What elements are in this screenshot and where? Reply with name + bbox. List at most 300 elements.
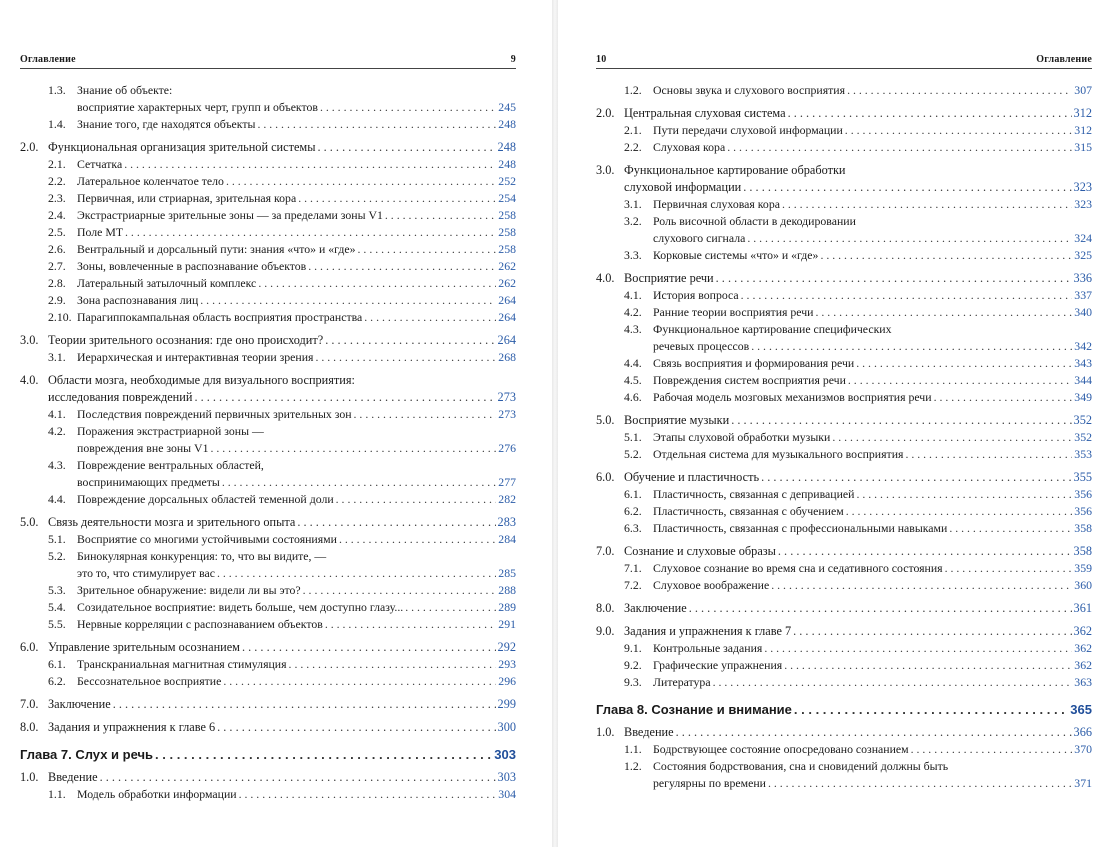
toc-entry[interactable] [20, 719, 516, 736]
page-link[interactable]: 300 [497, 720, 516, 734]
toc-entry[interactable] [596, 560, 1092, 577]
toc-entry[interactable] [596, 503, 1092, 520]
toc-entry-line [48, 156, 516, 173]
page-link[interactable]: 245 [498, 100, 516, 114]
section-number: 2.1. [624, 123, 642, 137]
section-number: 3.1. [624, 197, 642, 211]
dot-leader [788, 105, 1072, 122]
dot-leader [782, 196, 1072, 213]
section-number: 2.6. [48, 242, 66, 256]
page-link[interactable]: 342 [1074, 339, 1092, 353]
toc-entry-title: Глава 8. Сознание и внимание [596, 702, 792, 717]
toc-entry-line [624, 657, 1092, 674]
toc-entry-line [48, 173, 516, 190]
page-link[interactable]: 292 [497, 640, 516, 654]
page-link[interactable]: 258 [498, 208, 516, 222]
page-link[interactable]: 303 [494, 747, 516, 762]
page-link[interactable]: 361 [1073, 601, 1092, 615]
toc-entry-title: Поражения экстрастриарной зоны — [77, 424, 264, 438]
dot-leader [339, 531, 496, 548]
page-link[interactable]: 315 [1074, 140, 1092, 154]
toc-entry[interactable] [596, 82, 1092, 99]
toc-entry-line [624, 486, 1092, 503]
page-link[interactable]: 293 [498, 657, 516, 671]
toc-entry[interactable] [596, 321, 1092, 355]
toc-entry-title: Зоны, вовлеченные в распознавание объектов [77, 259, 307, 273]
toc-entry-line [48, 275, 516, 292]
dot-leader [358, 241, 497, 258]
page-link[interactable]: 262 [498, 259, 516, 273]
page-link[interactable]: 291 [498, 617, 516, 631]
toc-entry[interactable] [20, 582, 516, 599]
page-link[interactable]: 289 [498, 600, 516, 614]
section-number: 5.4. [48, 600, 66, 614]
toc-entry-line [624, 741, 1092, 758]
page-link[interactable]: 362 [1074, 641, 1092, 655]
toc-entry[interactable] [20, 241, 516, 258]
chapter-entry[interactable] [20, 746, 516, 763]
section-number: 4.2. [624, 305, 642, 319]
section-number: 3.0. [596, 163, 615, 177]
section-number: 2.1. [48, 157, 66, 171]
page-link[interactable]: 340 [1074, 305, 1092, 319]
dot-leader [934, 389, 1073, 406]
toc-entry-title: Области мозга, необходимые для визуального восприятия: [48, 373, 355, 387]
toc-entry-title: Восприятие речи [624, 271, 714, 285]
section-number: 1.0. [596, 725, 615, 739]
dot-leader [210, 440, 496, 457]
page-link[interactable]: 299 [497, 697, 516, 711]
page-link[interactable]: 359 [1074, 561, 1092, 575]
toc-entry[interactable] [596, 741, 1092, 758]
toc-entry[interactable] [596, 304, 1092, 321]
page-link[interactable]: 312 [1073, 106, 1092, 120]
page-link[interactable]: 264 [498, 310, 516, 324]
toc-entry-title: Первичная, или стриарная, зрительная кора [77, 191, 297, 205]
dot-leader [297, 514, 495, 531]
toc-entry-title: исследования повреждений [48, 390, 193, 404]
page-link[interactable]: 277 [498, 475, 516, 489]
toc-entry[interactable] [596, 429, 1092, 446]
toc-entry-line [596, 162, 1092, 179]
page-link[interactable]: 268 [498, 350, 516, 364]
section-number: 4.3. [48, 458, 66, 472]
toc-entry[interactable] [596, 724, 1092, 741]
page-link[interactable]: 284 [498, 532, 516, 546]
toc-entry-line [48, 491, 516, 508]
dot-leader [768, 775, 1072, 792]
page-link[interactable]: 296 [498, 674, 516, 688]
page-link[interactable]: 303 [497, 770, 516, 784]
toc-entry[interactable] [596, 469, 1092, 486]
toc-entry[interactable] [20, 372, 516, 406]
page-link[interactable]: 285 [498, 566, 516, 580]
page-link[interactable]: 356 [1074, 504, 1092, 518]
dot-leader [676, 724, 1072, 741]
section-number: 4.1. [48, 407, 66, 421]
toc-entry-line [48, 241, 516, 258]
toc-entry-line [48, 423, 516, 440]
section-number: 6.1. [624, 487, 642, 501]
page-link[interactable]: 349 [1074, 390, 1092, 404]
toc-entry-title: Зрительное обнаружение: видели ли вы это? [77, 583, 301, 597]
page-link[interactable]: 365 [1070, 702, 1092, 717]
toc-entry[interactable] [20, 82, 516, 116]
toc-entry-line [624, 640, 1092, 657]
dot-leader [325, 616, 496, 633]
page-link[interactable]: 248 [497, 140, 516, 154]
toc-entry[interactable] [20, 349, 516, 366]
page-link[interactable]: 282 [498, 492, 516, 506]
toc-entry-line [624, 758, 1092, 775]
toc-entry-line [48, 349, 516, 366]
page-link[interactable]: 248 [498, 117, 516, 131]
toc-entry-line [596, 469, 1092, 486]
toc-entry[interactable] [20, 457, 516, 491]
toc-entry[interactable] [20, 139, 516, 156]
toc-list-left [20, 82, 516, 803]
toc-entry-title: Этапы слуховой обработки музыки [653, 430, 831, 444]
section-number: 1.3. [48, 83, 66, 97]
dot-leader [751, 338, 1072, 355]
chapter-entry[interactable] [596, 701, 1092, 718]
dot-leader [325, 332, 495, 349]
dot-leader [242, 639, 496, 656]
dot-leader [100, 769, 496, 786]
toc-entry[interactable] [596, 623, 1092, 640]
page-link[interactable]: 262 [498, 276, 516, 290]
running-head-right [596, 54, 1092, 69]
toc-entry[interactable] [596, 543, 1092, 560]
toc-entry-line [48, 207, 516, 224]
section-number: 6.1. [48, 657, 66, 671]
toc-entry[interactable] [20, 156, 516, 173]
toc-entry-title: Сетчатка [77, 157, 123, 171]
page-link[interactable]: 276 [498, 441, 516, 455]
page-link[interactable]: 273 [497, 390, 516, 404]
toc-entry-title: Нервные корреляции с распознаванием объектов [77, 617, 323, 631]
page-link[interactable]: 370 [1074, 742, 1092, 756]
toc-entry[interactable] [20, 531, 516, 548]
toc-entry[interactable] [20, 514, 516, 531]
dot-leader [727, 139, 1072, 156]
toc-entry[interactable] [596, 162, 1092, 196]
page-link[interactable]: 352 [1074, 430, 1092, 444]
page-link[interactable]: 254 [498, 191, 516, 205]
toc-entry[interactable] [596, 640, 1092, 657]
section-number: 9.3. [624, 675, 642, 689]
toc-entry-title: Поле МТ [77, 225, 124, 239]
toc-entry-title: речевых процессов [653, 339, 750, 353]
toc-entry-title: Вентральный и дорсальный пути: знания «что» и «где» [77, 242, 356, 256]
page-link[interactable]: 273 [498, 407, 516, 421]
toc-entry[interactable] [20, 173, 516, 190]
page-link[interactable]: 248 [498, 157, 516, 171]
toc-entry[interactable] [20, 769, 516, 786]
page-link[interactable]: 355 [1073, 470, 1092, 484]
toc-entry-title: Повреждения систем восприятия речи [653, 373, 846, 387]
page-link[interactable]: 336 [1073, 271, 1092, 285]
toc-entry-title: Графические упражнения [653, 658, 783, 672]
toc-entry[interactable] [20, 292, 516, 309]
dot-leader [778, 543, 1072, 560]
left-page [0, 0, 552, 847]
section-number: 5.1. [624, 430, 642, 444]
toc-entry-line [596, 701, 1092, 718]
toc-entry-title: Слуховая кора [653, 140, 726, 154]
toc-entry-title: Транскраниальная магнитная стимуляция [77, 657, 287, 671]
toc-entry[interactable] [596, 196, 1092, 213]
toc-entry-line [48, 406, 516, 423]
section-number: 3.3. [624, 248, 642, 262]
toc-entry-title: Глава 7. Слух и речь [20, 747, 154, 762]
section-number: 1.2. [624, 759, 642, 773]
toc-entry-line [48, 258, 516, 275]
toc-entry-line [596, 600, 1092, 617]
toc-entry-line [624, 82, 1092, 99]
toc-entry-line [624, 321, 1092, 338]
toc-entry[interactable] [20, 696, 516, 713]
toc-entry[interactable] [596, 758, 1092, 792]
page-link[interactable]: 360 [1074, 578, 1092, 592]
dot-leader [354, 406, 497, 423]
section-number: 8.0. [596, 601, 615, 615]
page-link[interactable]: 264 [498, 293, 516, 307]
toc-entry[interactable] [20, 224, 516, 241]
toc-entry[interactable] [596, 105, 1092, 122]
page-number: 9 [510, 54, 516, 65]
toc-entry[interactable] [596, 486, 1092, 503]
dot-leader [847, 82, 1072, 99]
dot-leader [689, 600, 1072, 617]
toc-entry-line [596, 623, 1092, 640]
dot-leader [846, 503, 1073, 520]
toc-entry[interactable] [20, 548, 516, 582]
page-link[interactable]: 362 [1073, 624, 1092, 638]
toc-entry-line [48, 440, 516, 457]
toc-entry-title: Пути передачи слуховой информации [653, 123, 843, 137]
toc-entry[interactable] [20, 599, 516, 616]
section-number: 2.0. [20, 140, 39, 154]
toc-entry-line [624, 372, 1092, 389]
section-number: 2.10. [48, 310, 72, 324]
toc-entry[interactable] [596, 657, 1092, 674]
page-link[interactable]: 304 [498, 787, 516, 801]
section-number: 2.2. [624, 140, 642, 154]
dot-leader [784, 657, 1072, 674]
toc-entry-title: восприятие характерных черт, групп и объектов [77, 100, 318, 114]
dot-leader [741, 287, 1073, 304]
page-link[interactable]: 258 [498, 225, 516, 239]
toc-entry-title: Центральная слуховая система [624, 106, 786, 120]
toc-entry[interactable] [596, 270, 1092, 287]
toc-entry[interactable] [596, 287, 1092, 304]
toc-entry[interactable] [596, 139, 1092, 156]
page-link[interactable]: 344 [1074, 373, 1092, 387]
section-number: 1.0. [20, 770, 39, 784]
toc-entry-line [624, 247, 1092, 264]
page-link[interactable]: 312 [1074, 123, 1092, 137]
toc-entry[interactable] [20, 332, 516, 349]
toc-entry-line [624, 213, 1092, 230]
toc-entry-line [596, 543, 1092, 560]
toc-entry-title: Последствия повреждений первичных зрительных зон [77, 407, 352, 421]
dot-leader [945, 560, 1073, 577]
section-number: 4.1. [624, 288, 642, 302]
page-link[interactable]: 363 [1074, 675, 1092, 689]
section-number: 5.2. [48, 549, 66, 563]
page-link[interactable]: 358 [1074, 521, 1092, 535]
page-link[interactable]: 325 [1074, 248, 1092, 262]
toc-entry[interactable] [20, 423, 516, 457]
toc-entry-line [596, 179, 1092, 196]
toc-entry-line [20, 696, 516, 713]
toc-entry-title: Пластичность, связанная с профессиональными навыками [653, 521, 948, 535]
toc-entry-title: Созидательное восприятие: видеть больше, чем доступно глазу... [77, 600, 404, 614]
toc-entry-title: Иерархическая и интерактивная теории зрения [77, 350, 314, 364]
section-number: 3.0. [20, 333, 39, 347]
section-number: 4.6. [624, 390, 642, 404]
toc-entry[interactable] [596, 372, 1092, 389]
toc-entry[interactable] [596, 122, 1092, 139]
toc-entry-line [20, 719, 516, 736]
toc-entry[interactable] [20, 639, 516, 656]
toc-entry[interactable] [596, 389, 1092, 406]
dot-leader [223, 673, 496, 690]
dot-leader [124, 156, 496, 173]
toc-entry-title: Повреждение вентральных областей, [77, 458, 264, 472]
toc-entry-line [624, 304, 1092, 321]
dot-leader [905, 446, 1072, 463]
dot-leader [949, 520, 1072, 537]
toc-entry-title: Связь деятельности мозга и зрительного опыта [48, 515, 296, 529]
toc-entry-title: Первичная слуховая кора [653, 197, 780, 211]
dot-leader [820, 247, 1072, 264]
toc-entry-title: Роль височной области в декодировании [653, 214, 856, 228]
page-link[interactable]: 258 [498, 242, 516, 256]
toc-entry[interactable] [20, 406, 516, 423]
toc-entry-title: Бодрствующее состояние опосредовано сознанием [653, 742, 909, 756]
page-link[interactable]: 362 [1074, 658, 1092, 672]
toc-entry-title: Экстрастриарные зрительные зоны — за пределами зоны V1 [77, 208, 383, 222]
toc-entry[interactable] [596, 247, 1092, 264]
section-number: 9.2. [624, 658, 642, 672]
toc-entry-title: Состояния бодрствования, сна и сновидений должны быть [653, 759, 949, 773]
toc-entry-line [48, 457, 516, 474]
section-number: 1.1. [48, 787, 66, 801]
toc-entry[interactable] [20, 656, 516, 673]
toc-entry-title: Теории зрительного осознания: где оно происходит? [48, 333, 324, 347]
toc-entry-title: Основы звука и слухового восприятия [653, 83, 846, 97]
dot-leader [405, 599, 496, 616]
toc-entry-line [48, 786, 516, 803]
section-number: 3.1. [48, 350, 66, 364]
toc-entry[interactable] [20, 207, 516, 224]
toc-entry[interactable] [596, 674, 1092, 691]
toc-entry-line [48, 292, 516, 309]
toc-entry[interactable] [596, 412, 1092, 429]
dot-leader [832, 429, 1072, 446]
page-link[interactable]: 323 [1073, 180, 1092, 194]
page-link[interactable]: 288 [498, 583, 516, 597]
toc-entry-title: Рабочая модель мозговых механизмов восприятия речи [653, 390, 932, 404]
toc-entry[interactable] [20, 275, 516, 292]
section-number: 5.5. [48, 617, 66, 631]
dot-leader [226, 173, 496, 190]
toc-entry-line [48, 531, 516, 548]
page-link[interactable]: 307 [1074, 83, 1092, 97]
section-number: 7.0. [596, 544, 615, 558]
page-link[interactable]: 283 [497, 515, 516, 529]
page-link[interactable]: 343 [1074, 356, 1092, 370]
page-link[interactable]: 353 [1074, 447, 1092, 461]
toc-entry-title: регулярны по времени [653, 776, 766, 790]
toc-entry-title: Парагиппокампальная область восприятия пространства [77, 310, 363, 324]
page-link[interactable]: 366 [1073, 725, 1092, 739]
toc-entry-line [48, 548, 516, 565]
section-number: 1.2. [624, 83, 642, 97]
section-number: 2.9. [48, 293, 66, 307]
dot-leader [125, 224, 496, 241]
dot-leader [217, 565, 496, 582]
page-link[interactable]: 356 [1074, 487, 1092, 501]
dot-leader [200, 292, 496, 309]
dot-leader [194, 389, 495, 406]
toc-entry[interactable] [596, 213, 1092, 247]
section-number: 4.5. [624, 373, 642, 387]
toc-entry[interactable] [596, 446, 1092, 463]
section-number: 9.1. [624, 641, 642, 655]
page-link[interactable]: 371 [1074, 776, 1092, 790]
page-link[interactable]: 252 [498, 174, 516, 188]
toc-entry[interactable] [20, 616, 516, 633]
toc-entry-title: Введение [624, 725, 674, 739]
toc-entry[interactable] [20, 786, 516, 803]
toc-entry-title: Отдельная система для музыкального восприятия [653, 447, 904, 461]
toc-entry[interactable] [20, 258, 516, 275]
page-link[interactable]: 324 [1074, 231, 1092, 245]
toc-entry[interactable] [596, 355, 1092, 372]
section-number: 5.2. [624, 447, 642, 461]
toc-entry[interactable] [20, 673, 516, 690]
toc-entry-title: Функциональное картирование обработки [624, 163, 846, 177]
toc-entry[interactable] [596, 600, 1092, 617]
toc-entry-line [48, 673, 516, 690]
section-number: 5.3. [48, 583, 66, 597]
toc-entry[interactable] [20, 116, 516, 133]
section-number: 2.4. [48, 208, 66, 222]
toc-entry[interactable] [596, 577, 1092, 594]
page-link[interactable]: 264 [497, 333, 516, 347]
toc-entry-line [48, 616, 516, 633]
toc-entry-title: История вопроса [653, 288, 739, 302]
page-link[interactable]: 358 [1073, 544, 1092, 558]
toc-entry[interactable] [20, 491, 516, 508]
dot-leader [303, 582, 497, 599]
page-link[interactable]: 352 [1073, 413, 1092, 427]
toc-entry-line [48, 99, 516, 116]
toc-entry[interactable] [20, 190, 516, 207]
running-head-title: Оглавление [20, 54, 76, 65]
toc-entry-title: Восприятие со многими устойчивыми состояниями [77, 532, 337, 546]
page-link[interactable]: 337 [1074, 288, 1092, 302]
toc-entry[interactable] [596, 520, 1092, 537]
toc-entry-line [624, 520, 1092, 537]
right-page [558, 0, 1114, 847]
dot-leader [320, 99, 496, 116]
toc-entry[interactable] [20, 309, 516, 326]
page-link[interactable]: 323 [1074, 197, 1092, 211]
